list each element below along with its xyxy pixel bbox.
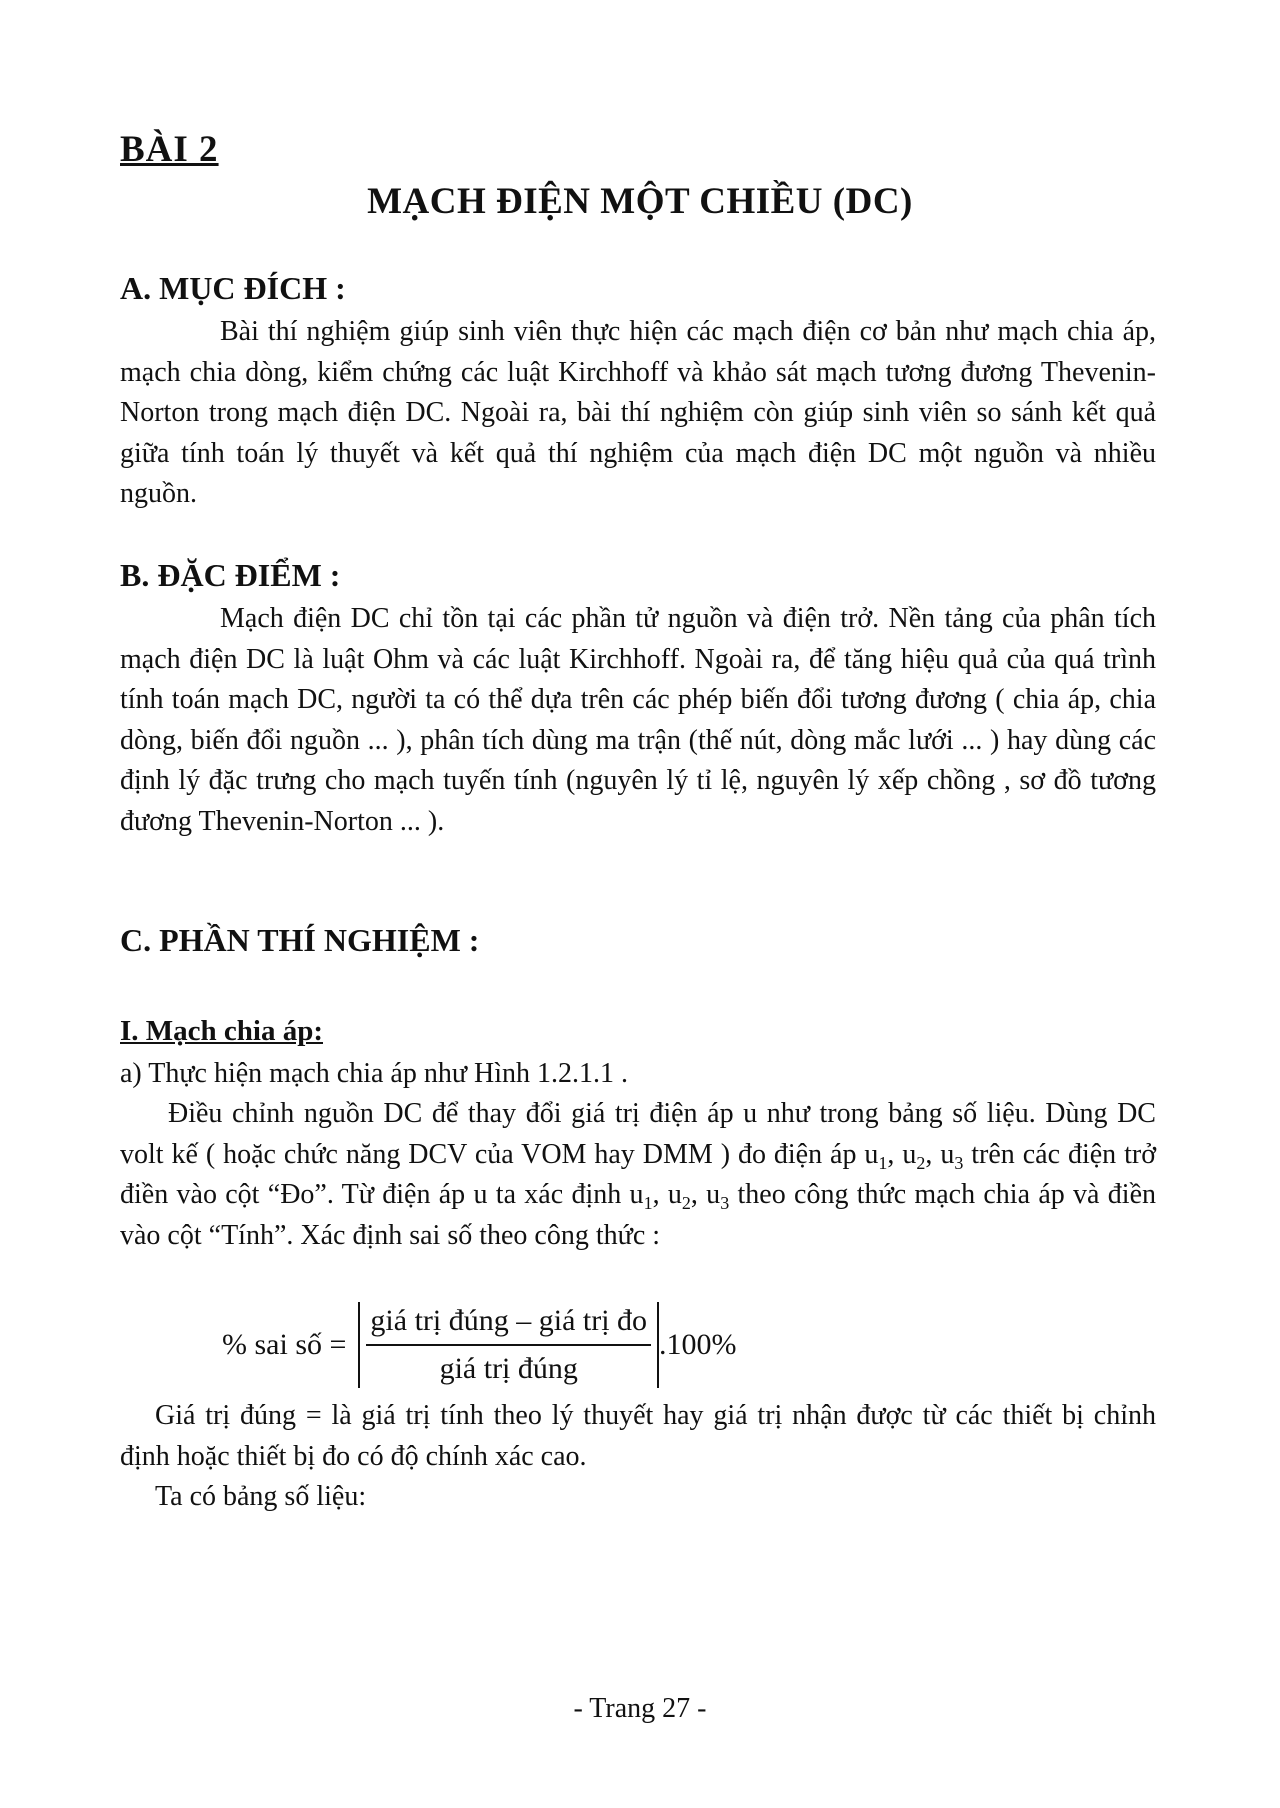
page-title: MẠCH ĐIỆN MỘT CHIỀU (DC) [367, 181, 913, 222]
section-c-heading: C. PHẦN THÍ NGHIỆM : [120, 922, 480, 958]
subscript-2b: 2 [681, 1193, 691, 1213]
formula-rhs: .100% [659, 1328, 737, 1361]
subscript-1: 1 [878, 1152, 888, 1173]
formula-lhs: % sai số = [222, 1328, 347, 1361]
instruction-text-4: theo công thức mạch chia áp và điền vào cột “Tính”. Xác định sai số theo công thức : [120, 1179, 1157, 1251]
lesson-label: BÀI 2 [120, 129, 219, 170]
section-a-body [120, 312, 1156, 515]
section-a-text: Bài thí nghiệm giúp sinh viên thực hiện các mạch điện cơ bản như mạch chia áp, mạch chia dòng, kiểm chứng các luật Kirchhoff và khảo sát mạch tương đương Thevenin-Norton trong mạch điện DC. Ngoài ra, bài thí nghiệm còn giúp sinh viên so sánh kết quả giữa tính toán lý thuyết và kết quả thí nghiệm của mạch điện DC một nguồn và nhiều nguồn. [120, 316, 1156, 509]
fraction-denominator: giá trị đúng [439, 1352, 578, 1385]
section-b-body [120, 599, 1156, 842]
section-b-text: Mạch điện DC chỉ tồn tại các phần tử nguồn và điện trở. Nền tảng của phân tích mạch điện DC là luật Ohm và các luật Kirchhoff. Ngoài ra, để tăng hiệu quả của quá trình tính toán mạch DC, người ta có thể dựa trên các phép biến đổi tương đương ( chia áp, chia dòng, biến đổi nguồn ... ), phân tích dùng ma trận (thế nút, dòng mắc lưới ... ) hay dùng các định lý đặc trưng cho mạch tuyến tính (nguyên lý tỉ lệ, nguyên lý xếp chồng , sơ đồ tương đương Thevenin-Norton ... ). [120, 603, 1156, 837]
section-a-heading: A. MỤC ĐÍCH : [120, 270, 346, 306]
true-value-note: Giá trị đúng = là giá trị tính theo lý thuyết hay giá trị nhận được từ các thiết bị chỉnh định hoặc thiết bị đo có độ chính xác cao. [120, 1400, 1156, 1472]
separator: , [887, 1138, 895, 1170]
page-number-footer: - Trang 27 - [573, 1693, 707, 1724]
subsection-voltage-divider-heading: I. Mạch chia áp: [120, 1015, 323, 1047]
separator-b: , u [652, 1179, 682, 1210]
separator-c: , u [690, 1179, 721, 1210]
fraction [366, 1304, 651, 1386]
instruction-text-2: , u [925, 1138, 955, 1170]
subscript-2: 2 [916, 1152, 926, 1173]
subscript-3: 3 [954, 1152, 964, 1173]
item-a: a) Thực hiện mạch chia áp như Hình 1.2.1.1 . [120, 1058, 629, 1089]
instruction-paragraph: Điều chỉnh nguồn DC để thay đổi giá trị điện áp u như trong bảng số liệu. Dùng DC volt kế ( hoặc chức năng DCV của VOM hay DMM ) đo điện áp $u_1$, $u_2$, $u_3$ trên các điện trở điền vào cột “Đo”. Từ điện áp u ta xác định $u_1$, $u_2$, $u_3$ theo công thức mạch chia áp và điền vào cột “Tính”. Xác định sai số theo công thức : [120, 1098, 1157, 1251]
error-formula [222, 1300, 737, 1390]
absolute-value-bars [358, 1302, 659, 1388]
subscript-3b: 3 [720, 1193, 730, 1213]
table-intro: Ta có bảng số liệu: [155, 1481, 367, 1512]
subscript-1b: 1 [643, 1193, 653, 1213]
instruction-text-1: Điều chỉnh nguồn DC để thay đổi giá trị điện áp u như trong bảng số liệu. Dùng DC volt kế ( hoặc chức năng DCV của VOM hay DMM ) đo điện áp u [120, 1098, 1156, 1170]
instruction-text-3: trên các điện trở điền vào cột “Đo”. Từ điện áp u ta xác định u [120, 1138, 1157, 1210]
section-b-heading: B. ĐẶC ĐIỂM : [120, 557, 341, 593]
fraction-numerator: giá trị đúng – giá trị đo [366, 1304, 651, 1346]
